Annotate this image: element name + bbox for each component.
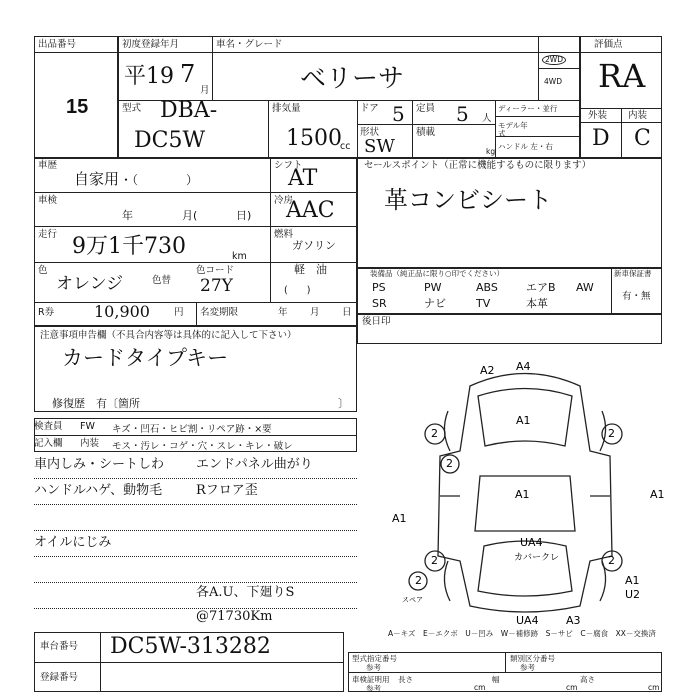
inspection-label: 車検 [38,195,58,206]
color-label: 色 [38,265,48,276]
rear-seal-label: 後日印 [362,316,391,327]
color-change-label: 色替 [152,275,172,286]
designated-ref: 参考 [366,663,381,672]
width-unit: cm [566,683,578,692]
evaluation-score: RA [598,57,646,95]
equipment-item: AW [576,281,594,294]
repair-history-label: 修復歴 有〔箇所 [52,397,140,410]
damage-mark: A1 [650,488,665,501]
inspector-marks-exterior: キズ・凹石・ヒビ割・リペア跡・×要 [112,424,272,435]
inspection-year: 年 [122,209,133,222]
color-value: オレンジ [56,274,124,294]
interior-label: 内装 [628,110,648,121]
rear-seal-box [357,314,662,344]
damage-mark: 2 [608,554,615,567]
evaluation-label: 評価点 [594,39,623,50]
capacity-unit: 人 [482,113,492,124]
recycle-unit: 円 [174,307,184,318]
new-car-cert-value: 有・無 [622,291,651,302]
designated-label: 型式指定番号 [352,654,397,663]
size-ref: 参考 [366,684,381,693]
selling-point-value: 革コンビシート [384,186,552,214]
damage-mark: A1 [392,512,407,525]
body-type-label: 形状 [360,127,380,138]
length-unit: cm [474,683,486,692]
color-code-value: 27Y [200,276,233,296]
fuel-paren: ( ) [284,285,311,296]
shift-label: シフト [274,160,303,171]
car-damage-diagram [380,356,670,626]
mileage-label: 走行 [38,229,58,240]
inspector-fw: FW [80,421,95,432]
registration-label: 初度登録年月 [122,39,180,50]
size-label: 車検証明用 [352,675,390,684]
lot-number: 15 [66,96,89,118]
damage-mark: UA4 [516,614,539,626]
fuel-diesel: 軽 油 [294,263,327,276]
damage-mark: U2 [625,588,641,601]
spare-label: スペア [402,596,423,604]
class-label: 類別区分番号 [510,654,555,663]
selling-point-label: セールスポイント（正常に機能するものに限ります） [364,160,592,171]
remark-left-line: 車内しみ・シートしわ [34,457,165,472]
interior-grade: C [634,126,651,151]
repair-history-close: 〕 [338,397,349,410]
inspector-mark: 凹石 [140,424,160,435]
height-unit: cm [648,683,660,692]
inspector-interior: 内装 [80,438,100,449]
inspector-mark: キズ [112,424,131,435]
capacity-value: 5 [456,102,469,126]
name-change-label: 名変期限 [200,307,239,318]
color-code-label: 色コード [196,265,235,276]
recycle-value: 10,900 [94,302,150,321]
handle-label: ハンドル 左・右 [498,142,553,151]
history-value: 自家用 [74,170,120,188]
remark-left-line: オイルにじみ [34,535,112,550]
equipment-item: SR [372,297,387,310]
fuel-label: 燃料 [274,229,294,240]
inspector-mark: ×要 [254,424,272,435]
load-unit: kg [486,147,496,156]
inspector-label: 検査員 [34,421,63,432]
damage-mark: A1 [625,574,640,587]
equipment-item: TV [476,297,491,310]
history-suffix: ・（ ） [120,173,199,187]
model-prefix: DBA- [160,98,218,123]
remark-right-line: エンドパネル曲がり [196,457,313,472]
registration-month-unit: 月 [200,85,210,96]
damage-mark: 2 [431,427,438,440]
displacement-unit: cc [340,141,351,152]
inspection-month: 月( [182,209,198,222]
class-ref: 参考 [520,663,535,672]
name-change-day: 日 [342,307,352,318]
new-car-cert-label: 新車保証書 [614,269,652,278]
damage-mark: A2 [480,364,495,377]
inspection-day: 日) [236,209,252,222]
load-label: 積載 [416,127,436,138]
inspector-mark: コゲ [169,441,189,452]
inspector-mark: モス [112,441,132,452]
damage-legend: A－キズ E－エクボ U－凹み W－補修跡 S－サビ C－腐食 XX－交換済 [388,629,656,638]
capacity-label: 定員 [416,103,436,114]
shift-value: AT [288,166,318,191]
chassis-value: DC5W-313282 [110,634,271,659]
doors-value: 5 [392,102,405,126]
damage-mark: 2 [431,554,438,567]
inspector-marks-interior: モス・汚レ・コゲ・穴・スレ・キレ・破レ [112,441,293,452]
equipment-item: エアB [526,281,556,294]
doors-label: ドア [360,103,379,114]
remark-left-line: ハンドルハゲ、動物毛 [34,483,163,498]
remark-right-line: 各A.U、下廻りS [196,585,295,600]
equipment-item: 本革 [526,297,548,310]
chassis-label: 車台番号 [40,641,79,652]
damage-mark: 2 [415,574,422,587]
recycle-label: R券 [38,307,55,318]
equipment-label: 装備品（純正品に限り○印でください） [370,269,505,278]
damage-mark: A4 [516,360,531,373]
registration-month: 7 [180,60,196,88]
inspector-mark: 破レ [273,441,293,452]
mileage-value: 9万1千730 [72,234,186,259]
inspector-mark: スレ [216,441,236,452]
exterior-label: 外装 [588,110,608,121]
equipment-item: ABS [476,281,498,294]
aircon-label: 冷房 [274,195,294,206]
dealer-label: ディーラー・並行 [498,104,558,113]
name-change-month: 月 [310,307,320,318]
lot-label: 出品番号 [38,39,77,50]
car-name-label: 車名・グレード [216,39,283,50]
displacement-label: 排気量 [272,103,301,114]
inspector-entry-label: 記入欄 [34,438,63,449]
remark-right-line: @71730Km [196,609,273,624]
inspector-mark: 穴 [197,441,208,452]
body-type-value: SW [364,136,395,157]
plate-label: 登録番号 [40,672,79,683]
inspector-mark: 汚レ [140,441,160,452]
height-label: 高さ [580,675,595,684]
history-label: 車歴 [38,160,58,171]
notes-label: 注意事項申告欄（不具合内容等は具体的に記入して下さい） [40,330,297,341]
fuel-gas: ガソリン [292,239,336,252]
damage-mark: A1 [516,414,531,427]
car-name-value: ベリーサ [300,64,405,94]
damage-mark: A3 [566,614,581,626]
model-year-label: モデル年式 [498,121,528,138]
aircon-value: AAC [286,198,335,223]
damage-mark: 2 [608,427,615,440]
inspector-mark: キレ [245,441,265,452]
displacement-value: 1500 [286,126,342,151]
model-code: DC5W [134,128,206,153]
exterior-grade: D [592,126,610,151]
width-label: 幅 [492,675,500,684]
drive-4wd: 4WD [544,77,562,86]
inspector-mark: リペア跡 [206,424,245,435]
drive-2wd: 2WD [542,55,566,65]
registration-era: 平19 [124,64,174,89]
notes-value: カードタイプキー [62,346,229,370]
mileage-unit: km [232,251,247,262]
length-label: 長さ [398,675,413,684]
damage-mark: UA4 [520,536,543,549]
equipment-item: ナビ [424,297,446,310]
remark-right-line: Rフロア歪 [196,483,258,498]
damage-mark: カバークレ [514,553,560,563]
damage-mark: 2 [446,457,453,470]
equipment-item: PS [372,281,386,294]
model-label: 型式 [122,103,142,114]
damage-mark: A1 [515,488,530,501]
equipment-item: PW [424,281,442,294]
name-change-year: 年 [278,307,288,318]
inspector-mark: ヒビ割 [168,424,198,435]
